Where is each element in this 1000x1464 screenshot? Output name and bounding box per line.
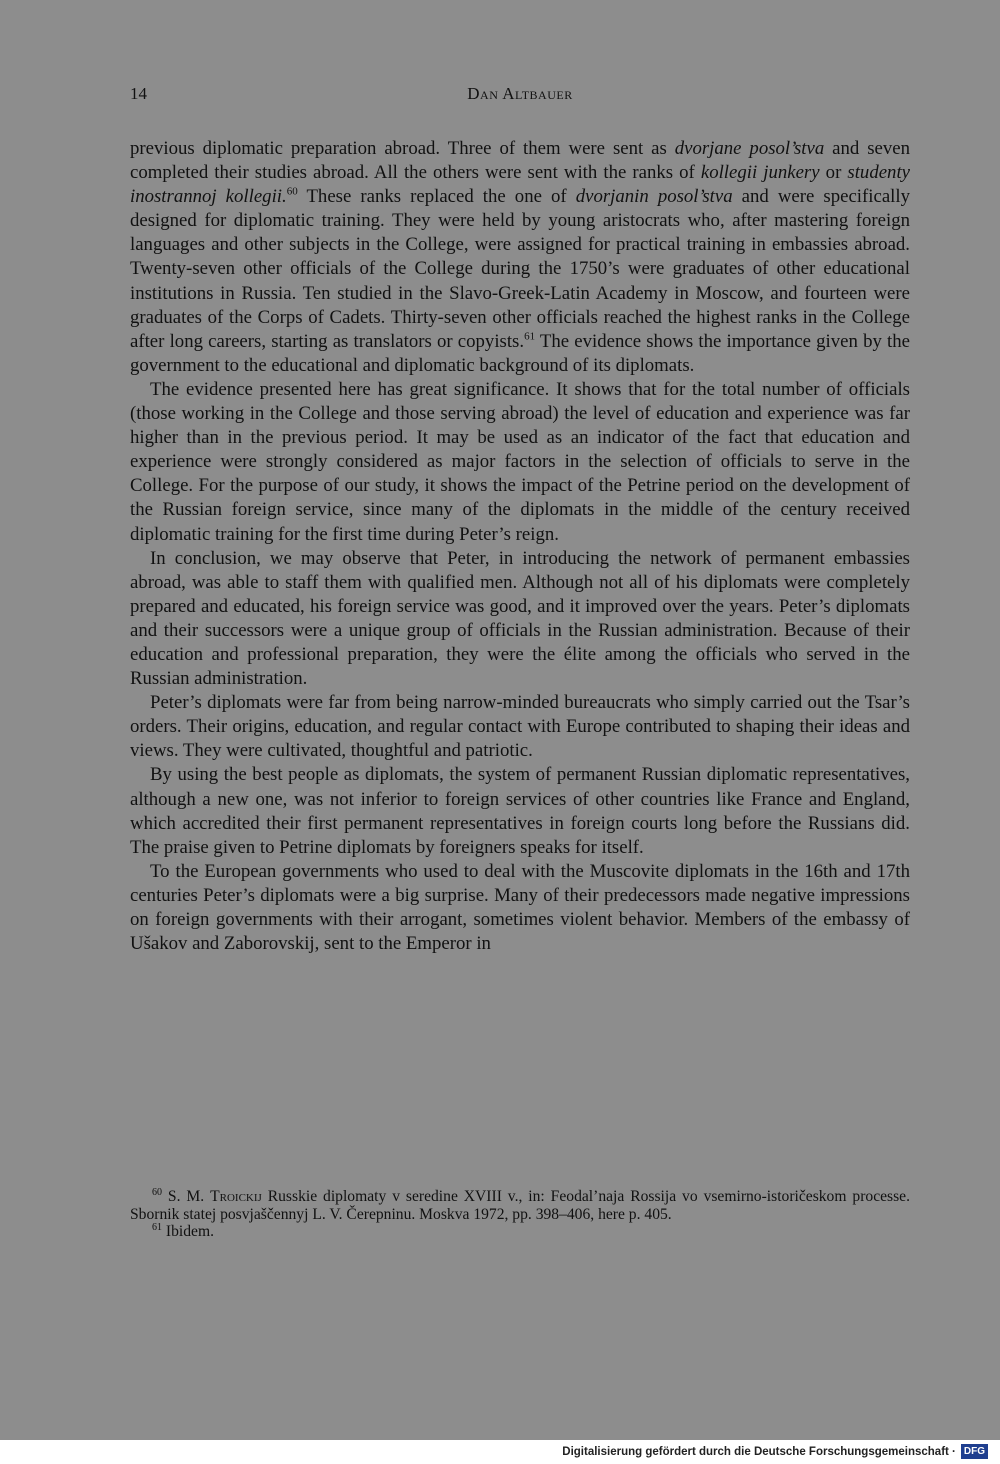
- text-run: In conclusion, we may observe that Peter, in introducing the network of permanent embassies abroad, was able to staff them with qualified men. Although not all of his diplomats were completely prepared and educated, his foreign service was good, and it improved over the years. Peter’s diplomats and their successors were a unique group of officials in the Russian administration. Because of their education and professional preparation, they were the élite among the officials who served in the Russian administration.: [130, 547, 910, 690]
- author-name: Troickij: [210, 1188, 262, 1205]
- body-paragraph: [130, 547, 910, 692]
- text-run: previous diplomatic preparation abroad. Three of them were sent as: [130, 138, 675, 159]
- page-number: 14: [130, 84, 147, 103]
- running-head-author: Dan Altbauer: [467, 84, 573, 103]
- footnote-number: 60: [152, 1186, 162, 1198]
- italic-term: dvorjane posol’stva: [674, 138, 825, 159]
- text-run: Russkie diplomaty v seredine XVIII v., in: Feodal’naja Rossija vo vsemirno-istoričeskom processe. Sbornik statej posvjaščennyj L. V. Čerepninu. Moskva 1972, pp. 398–406, here p. 405.: [130, 1188, 910, 1223]
- running-head: [130, 84, 910, 108]
- text-run: Ibidem.: [165, 1223, 214, 1240]
- footnotes: [130, 1188, 910, 1241]
- text-run: Peter’s diplomats were far from being narrow-minded bureaucrats who simply carried out the Tsar’s orders. Their origins, education, and regular contact with Europe contributed to shaping their ideas and views. They were cultivated, thoughtful and patriotic.: [130, 692, 910, 762]
- body-paragraph: [130, 378, 910, 547]
- italic-term: studenty inostrannoj kollegii.: [130, 162, 910, 208]
- text-run: The evidence shows the importance given by the government to the educational and diplomatic background of its diplomats.: [130, 330, 910, 376]
- text-run: S. M.: [167, 1188, 211, 1205]
- footnote: [130, 1223, 910, 1241]
- body-paragraph: [130, 137, 910, 378]
- dfg-logo: DFG: [961, 1444, 988, 1459]
- text-run: By using the best people as diplomats, the system of permanent Russian diplomatic representatives, although a new one, was not inferior to foreign services of other countries like France and England, which accredited their first permanent representatives in foreign courts long before the Russians did. The praise given to Petrine diplomats by foreigners speaks for itself.: [130, 764, 910, 858]
- italic-term: kollegii junkery: [700, 162, 820, 184]
- text-run: These ranks replaced the one of: [297, 186, 576, 208]
- body-paragraph: [130, 763, 910, 859]
- funding-notice-text: Digitalisierung gefördert durch die Deutsche Forschungsgemeinschaft ·: [562, 1445, 956, 1458]
- footnote-number: 61: [152, 1221, 162, 1233]
- italic-term: dvorjanin posol’stva: [575, 186, 733, 208]
- text-run: To the European governments who used to deal with the Muscovite diplomats in the 16th and 17th centuries Peter’s diplomats were a big surprise. Many of their predecessors made negative impressions on foreign governments with their arrogant, sometimes violent behavior. Members of the embassy of Ušakov and Zaborovskij, sent to the Emperor in: [130, 860, 910, 955]
- text-run: or: [819, 162, 848, 184]
- body-text: [130, 137, 910, 956]
- footnote: [130, 1188, 910, 1223]
- text-run: and seven completed their studies abroad. All the others were sent with the ranks of: [130, 138, 910, 184]
- body-paragraph: [130, 691, 910, 763]
- body-paragraph: [130, 860, 910, 956]
- text-run: The evidence presented here has great significance. It shows that for the total number of officials (those working in the College and those serving abroad) the level of education and experience was far higher than in the previous period. It may be used as an indicator of the fact that education and experience were strongly considered as major factors in the selection of officials to serve in the College. For the purpose of our study, it shows the impact of the Petrine period on the development of the Russian foreign service, since many of the diplomats in the middle of the century received diplomatic training for the first time during Peter’s reign.: [130, 378, 910, 545]
- footnote-reference: 61: [524, 330, 536, 343]
- text-run: and were specifically designed for diplomatic training. They were held by young aristocrats who, after mastering foreign languages and other subjects in the College, were assigned for practical training in embassies abroad. Twenty-seven other officials of the College during the 1750’s were graduates of other educational institutions in Russia. Ten studied in the Slavo-Greek-Latin Academy in Moscow, and fourteen were graduates of the Corps of Cadets. Thirty-seven other officials reached the highest ranks in the College after long careers, starting as translators or copyists.: [130, 186, 910, 352]
- footnote-reference: 60: [286, 185, 298, 198]
- funding-notice: [562, 1443, 988, 1460]
